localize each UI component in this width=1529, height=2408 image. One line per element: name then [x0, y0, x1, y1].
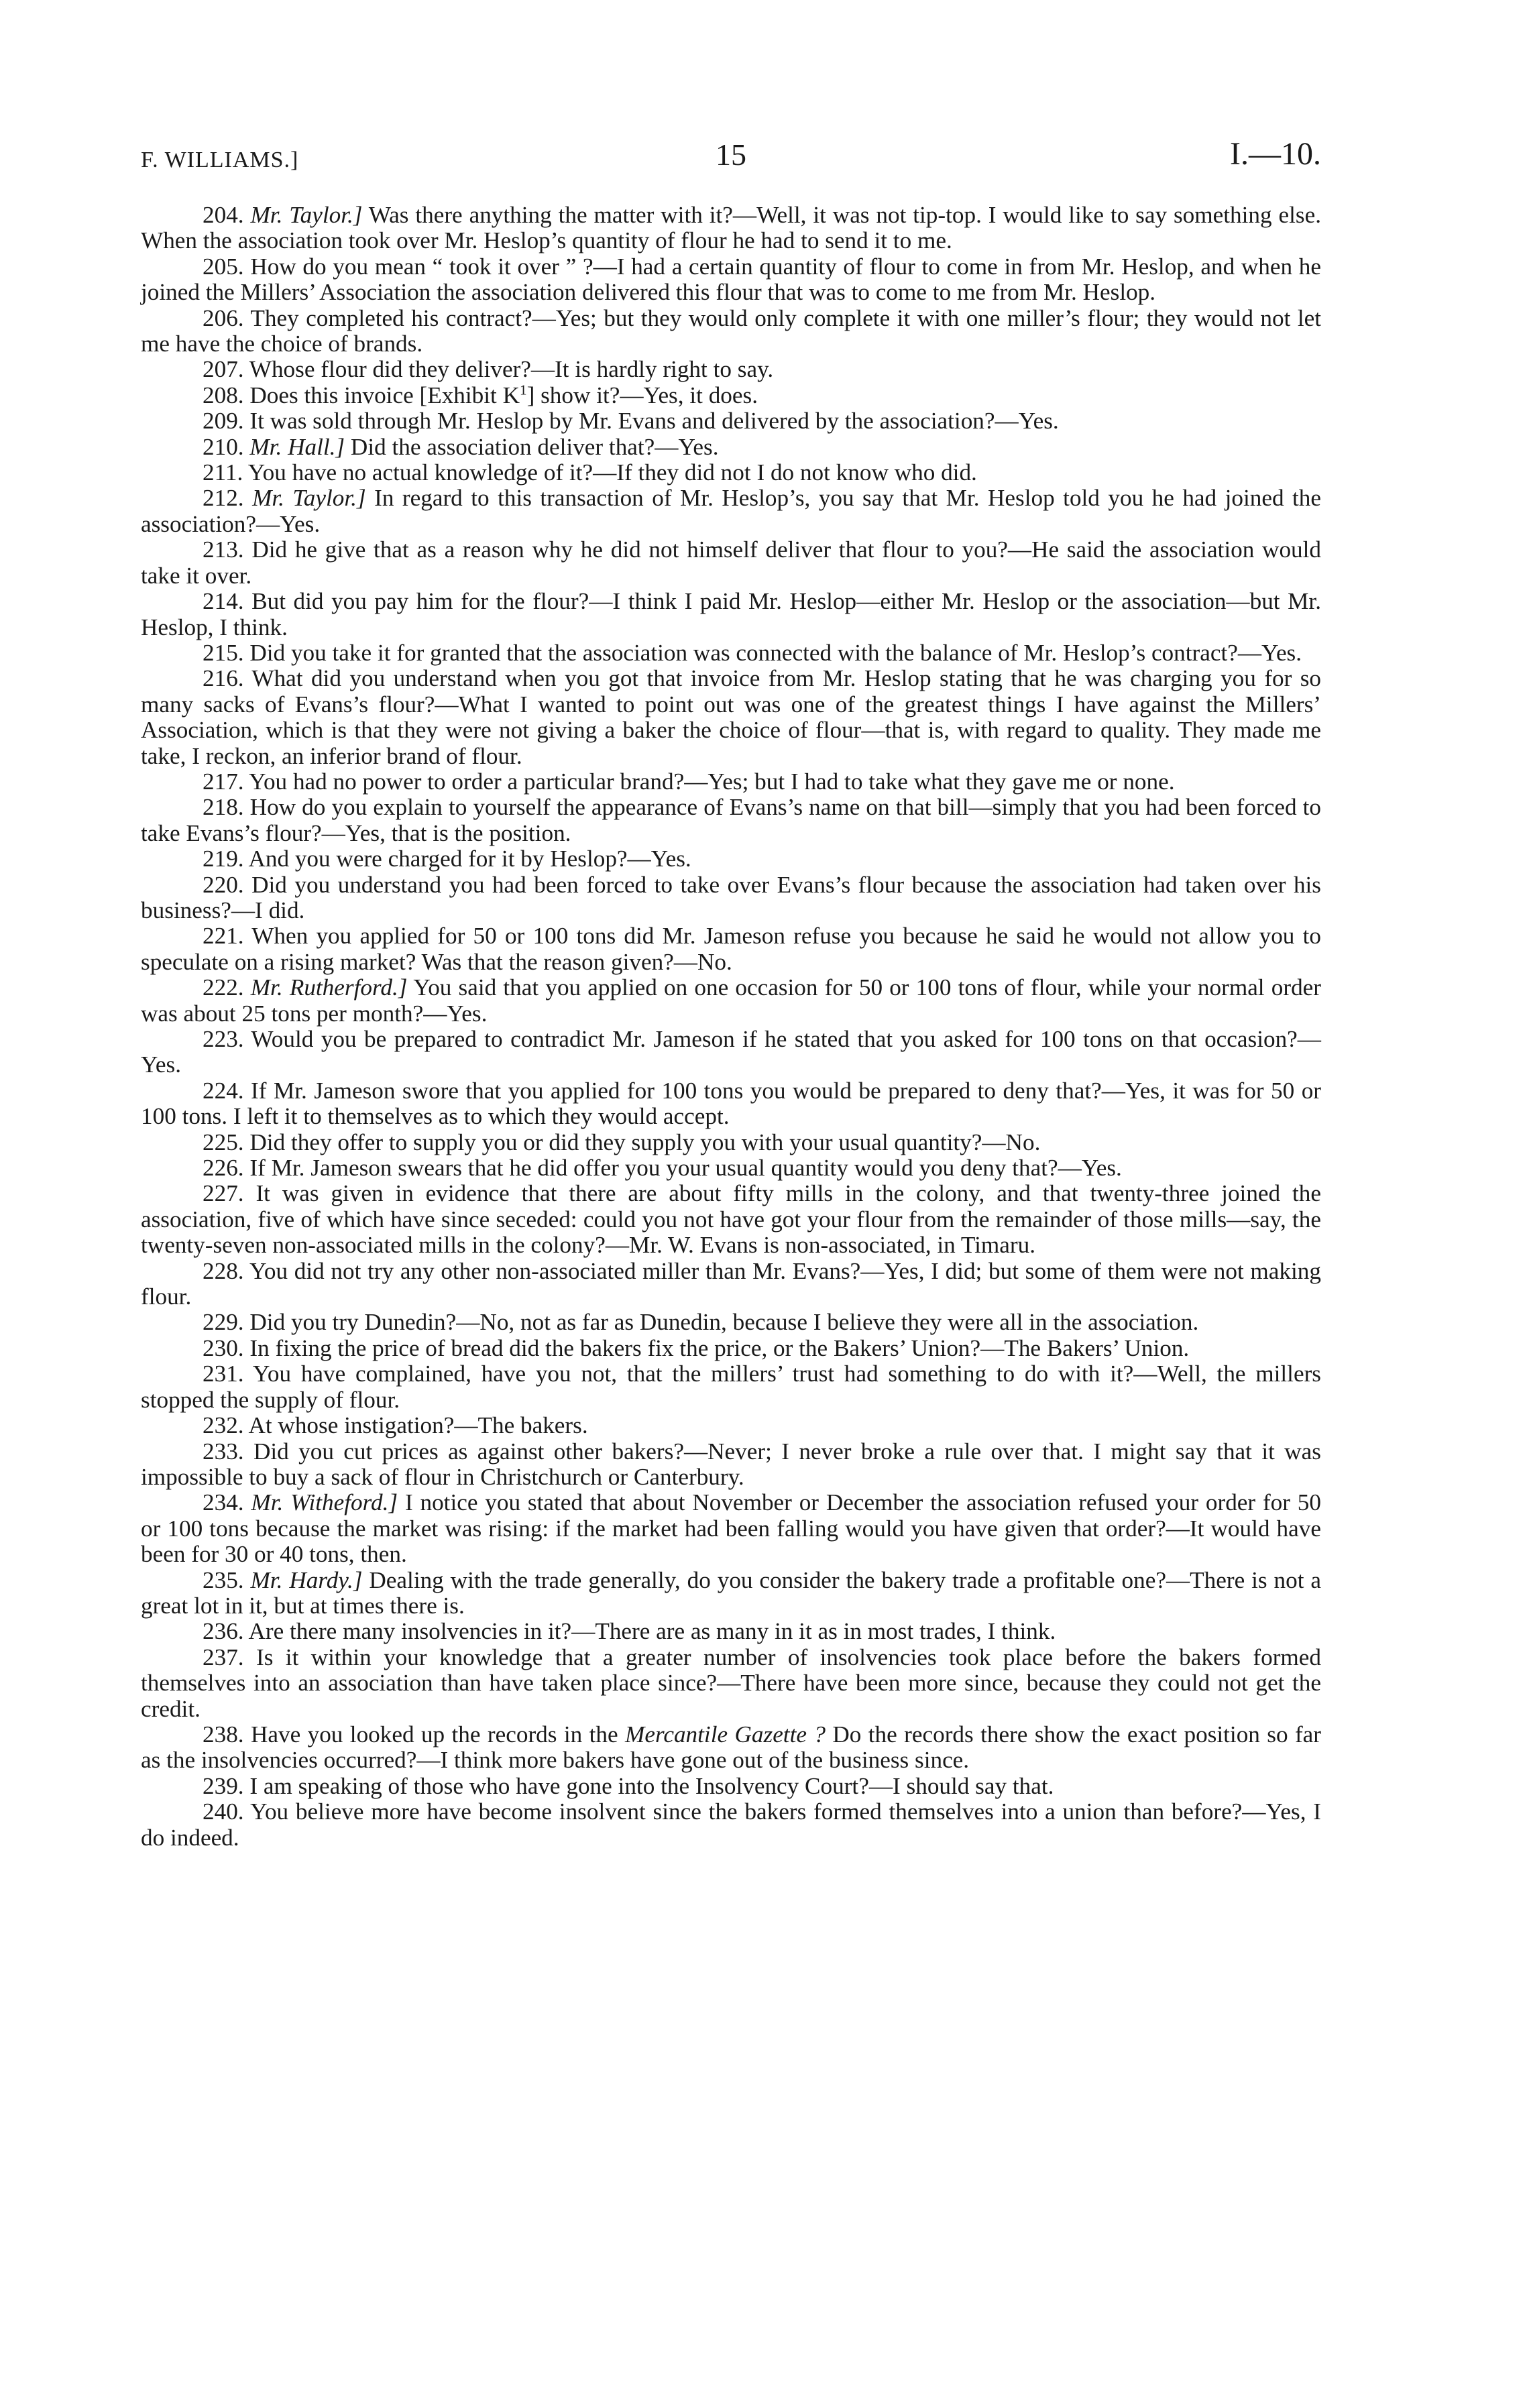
page-header	[141, 134, 1321, 188]
question-221	[141, 923, 1321, 975]
question-number: 216.	[203, 665, 244, 692]
question-207	[141, 357, 1321, 382]
question-text: Did you take it for granted that the association was connected with the balance of Mr. Heslop’s contract?—Yes.	[249, 639, 1302, 666]
question-232	[141, 1413, 1321, 1438]
question-205	[141, 254, 1321, 306]
witness-name-header: F. WILLIAMS.]	[141, 148, 299, 172]
exhibit-superscript: 1	[520, 382, 527, 398]
question-text: Do the records there show the exact position so far as the insolvencies occurred?—I think more bakers have gone out of the business since.	[141, 1721, 1322, 1774]
question-number: 218.	[203, 794, 244, 821]
question-number: 212.	[203, 485, 244, 512]
question-222	[141, 975, 1321, 1027]
question-224	[141, 1078, 1321, 1130]
question-number: 205.	[203, 253, 244, 280]
question-text: Does this invoice [Exhibit K	[249, 382, 520, 408]
question-231	[141, 1361, 1321, 1413]
question-number: 204.	[203, 202, 244, 228]
question-text: Did they offer to supply you or did they supply you with your usual quantity?—No.	[249, 1129, 1041, 1155]
question-text: Was there anything the matter with it?—Well, it was not tip-top. I would like to say something else. When the association took over Mr. Heslop’s quantity of flour he had to send it to me.	[141, 202, 1321, 254]
question-text: What did you understand when you got that invoice from Mr. Heslop stating that he was charging you for so many sacks of Evans’s flour?—What I wanted to point out was one of the greatest things I have against the Millers’ Association, which is that they were not giving a baker the choice of flour—that is, with regard to quality. They made me take, I reckon, an inferior brand of flour.	[141, 665, 1322, 769]
question-218	[141, 795, 1321, 846]
question-text: Did he give that as a reason why he did not himself deliver that flour to you?—He said the association would take it over.	[141, 536, 1322, 589]
question-text: Is it within your knowledge that a greater number of insolvencies took place before the bakers formed themselves into an association than have taken place since?—There have been more since, because they could not get the credit.	[141, 1644, 1322, 1722]
evidence-transcript	[141, 203, 1321, 1851]
question-225	[141, 1130, 1321, 1155]
question-number: 222.	[203, 974, 244, 1001]
question-228	[141, 1259, 1321, 1310]
question-text: Have you looked up the records in the	[250, 1721, 618, 1747]
question-212	[141, 485, 1321, 537]
question-number: 230.	[203, 1334, 244, 1361]
question-text: In fixing the price of bread did the bakers fix the price, or the Bakers’ Union?—The Bakers’ Union.	[249, 1334, 1190, 1361]
question-text: Did you try Dunedin?—No, not as far as Dunedin, because I believe they were all in the association.	[249, 1309, 1199, 1336]
speaker-label: Mr. Hall.]	[249, 433, 345, 460]
question-number: 236.	[203, 1618, 244, 1645]
question-number: 225.	[203, 1129, 244, 1155]
question-235	[141, 1568, 1321, 1619]
question-number: 221.	[203, 923, 244, 950]
speaker-label: Mr. Witheford.]	[251, 1489, 398, 1516]
question-text: You believe more have become insolvent since the bakers formed themselves into a union than before?—Yes, I do indeed.	[141, 1798, 1321, 1851]
question-number: 213.	[203, 536, 244, 563]
question-text: How do you explain to yourself the appearance of Evans’s name on that bill—simply that you had been forced to take Evans’s flour?—Yes, that is the position.	[141, 794, 1321, 846]
question-233	[141, 1439, 1321, 1491]
question-213	[141, 537, 1321, 589]
question-text: If Mr. Jameson swore that you applied for 100 tons you would be prepared to deny that?—Yes, it was for 50 or 100 tons. I left it to themselves as to which they would accept.	[141, 1077, 1322, 1130]
question-number: 224.	[203, 1077, 244, 1104]
question-number: 234.	[203, 1489, 244, 1516]
question-text: Dealing with the trade generally, do you consider the bakery trade a profitable one?—There is not a great lot in it, but at times there is.	[141, 1566, 1322, 1619]
speaker-label: Mr. Taylor.]	[250, 202, 363, 228]
question-text: Would you be prepared to contradict Mr. Jameson if he stated that you asked for 100 tons on that occasion?—Yes.	[141, 1026, 1321, 1078]
question-237	[141, 1645, 1321, 1722]
question-238	[141, 1722, 1321, 1774]
question-230	[141, 1336, 1321, 1361]
speaker-label: Mr. Rutherford.]	[250, 974, 408, 1001]
question-214	[141, 589, 1321, 640]
question-text: Whose flour did they deliver?—It is hardly right to say.	[249, 356, 774, 383]
question-number: 208.	[203, 382, 244, 408]
question-219	[141, 846, 1321, 872]
question-240	[141, 1799, 1321, 1851]
question-227	[141, 1181, 1321, 1258]
question-number: 223.	[203, 1026, 244, 1052]
question-number: 238.	[203, 1721, 244, 1747]
question-number: 228.	[203, 1257, 244, 1284]
publication-title: Mercantile Gazette ?	[625, 1721, 826, 1747]
question-text: They completed his contract?—Yes; but they would only complete it with one miller’s flour; they would not let me have the choice of brands.	[141, 304, 1321, 357]
question-229	[141, 1310, 1321, 1335]
question-number: 209.	[203, 408, 244, 435]
question-206	[141, 306, 1321, 357]
question-text: At whose instigation?—The bakers.	[248, 1412, 588, 1439]
question-number: 240.	[203, 1798, 244, 1825]
question-223	[141, 1027, 1321, 1078]
question-text: How do you mean “ took it over ” ?—I had a certain quantity of flour to come in from Mr. Heslop, and when he joined the Millers’ Association the association delivered this flour that was to come to me from Mr. Heslop.	[141, 253, 1321, 306]
question-text: Did you understand you had been forced to take over Evans’s flour because the association had taken over his business?—I did.	[141, 871, 1322, 923]
question-number: 214.	[203, 588, 244, 615]
question-text: But did you pay him for the flour?—I think I paid Mr. Heslop—either Mr. Heslop or the association—but Mr. Heslop, I think.	[141, 588, 1321, 640]
question-number: 229.	[203, 1309, 244, 1336]
page-number: 15	[716, 137, 746, 172]
question-text: You said that you applied on one occasion for 50 or 100 tons of flour, while your normal order was about 25 tons per month?—Yes.	[141, 974, 1321, 1027]
question-number: 231.	[203, 1361, 244, 1387]
question-number: 232.	[203, 1412, 244, 1439]
question-number: 207.	[203, 356, 244, 383]
question-text: ] show it?—Yes, it does.	[526, 382, 758, 408]
question-number: 227.	[203, 1180, 244, 1207]
question-text: You have no actual knowledge of it?—If they did not I do not know who did.	[247, 459, 977, 486]
question-239	[141, 1774, 1321, 1799]
question-text: I notice you stated that about November or December the association refused your order for 50 or 100 tons because the market was rising: if the market had been falling would you have given that order?—It would have been for 30 or 40 tons, then.	[141, 1489, 1321, 1568]
question-text: Are there many insolvencies in it?—There are as many in it as in most trades, I think.	[248, 1618, 1056, 1645]
question-215	[141, 640, 1321, 666]
question-text: Did the association deliver that?—Yes.	[350, 433, 719, 460]
question-text: It was given in evidence that there are about fifty mills in the colony, and that twenty-three joined the association, five of which have since seceded: could you not have got your flour from the remainder of those mills—say, the twenty-seven non-associated mills in the colony?—Mr. W. Evans is non-associated, in Timaru.	[141, 1180, 1321, 1259]
question-number: 233.	[203, 1438, 244, 1465]
question-220	[141, 872, 1321, 924]
question-text: Did you cut prices as against other bakers?—Never; I never broke a rule over that. I might say that it was impossible to buy a sack of flour in Christchurch or Canterbury.	[141, 1438, 1321, 1490]
question-217	[141, 769, 1321, 795]
question-text: When you applied for 50 or 100 tons did Mr. Jameson refuse you because he said he would not allow you to speculate on a rising market? Was that the reason given?—No.	[141, 923, 1321, 975]
question-text: You had no power to order a particular brand?—Yes; but I had to take what they gave me or none.	[249, 768, 1175, 795]
document-reference: I.—10.	[1230, 136, 1321, 172]
question-number: 237.	[203, 1644, 244, 1670]
question-number: 235.	[203, 1566, 244, 1593]
speaker-label: Mr. Taylor.]	[252, 485, 366, 512]
question-number: 210.	[203, 433, 244, 460]
question-208	[141, 383, 1321, 408]
question-204	[141, 203, 1321, 254]
question-text: And you were charged for it by Heslop?—Yes.	[248, 846, 691, 872]
question-216	[141, 666, 1321, 769]
question-number: 219.	[203, 846, 244, 872]
question-234	[141, 1490, 1321, 1567]
question-209	[141, 408, 1321, 434]
question-text: You did not try any other non-associated miller than Mr. Evans?—Yes, I did; but some of them were not making flour.	[141, 1257, 1321, 1310]
question-text: In regard to this transaction of Mr. Heslop’s, you say that Mr. Heslop told you he had joined the association?—Yes.	[141, 485, 1322, 537]
question-226	[141, 1155, 1321, 1181]
speaker-label: Mr. Hardy.]	[250, 1566, 363, 1593]
question-number: 239.	[203, 1772, 244, 1799]
question-text: I am speaking of those who have gone into the Insolvency Court?—I should say that.	[249, 1772, 1054, 1799]
question-number: 206.	[203, 304, 244, 331]
question-210	[141, 435, 1321, 460]
question-number: 220.	[203, 871, 244, 898]
question-text: It was sold through Mr. Heslop by Mr. Evans and delivered by the association?—Yes.	[249, 408, 1059, 435]
question-number: 226.	[203, 1155, 244, 1182]
question-text: You have complained, have you not, that the millers’ trust had something to do with it?—Well, the millers stopped the supply of flour.	[141, 1361, 1321, 1413]
question-number: 211.	[203, 459, 243, 486]
question-211	[141, 460, 1321, 485]
question-236	[141, 1619, 1321, 1644]
question-number: 217.	[203, 768, 244, 795]
question-text: If Mr. Jameson swears that he did offer you your usual quantity would you deny that?—Yes.	[249, 1155, 1122, 1182]
question-number: 215.	[203, 639, 244, 666]
